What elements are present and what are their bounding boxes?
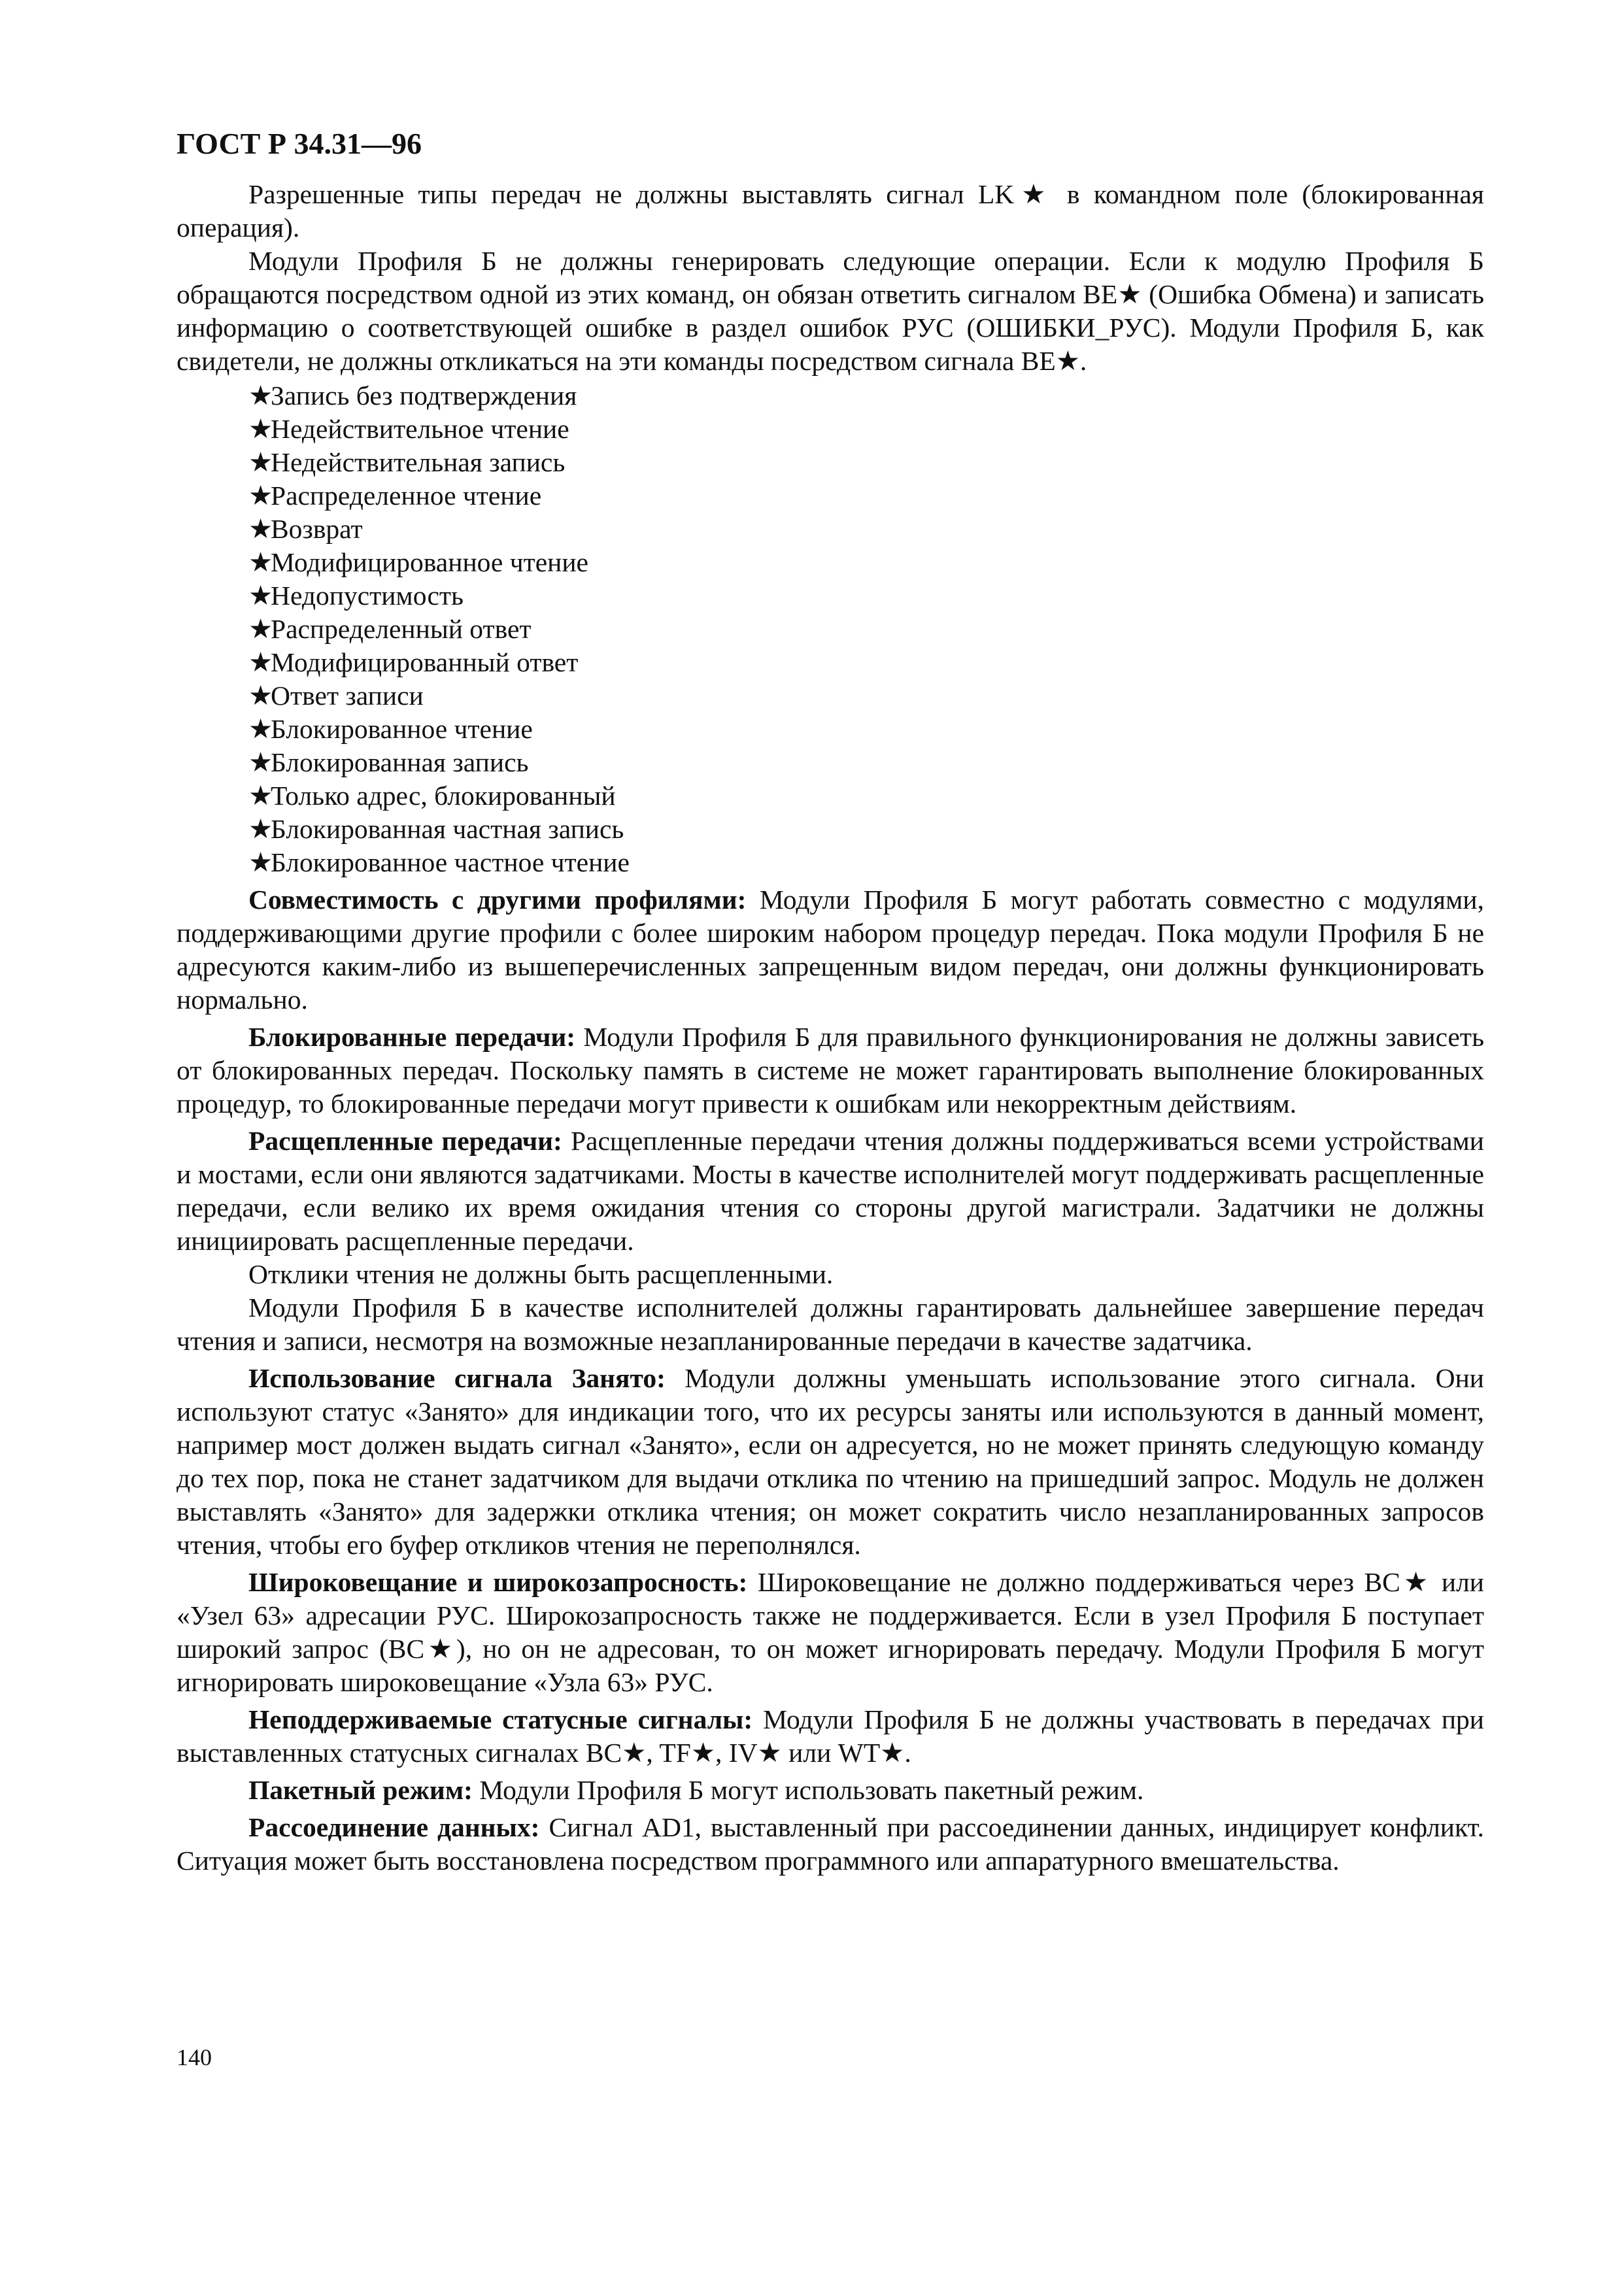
operation-label: Недопустимость [271, 581, 464, 611]
section-split-transfers [177, 1124, 1484, 1258]
section-compatibility [177, 883, 1484, 1017]
star-icon: ★ [248, 714, 273, 744]
operation-item [248, 579, 1484, 613]
operation-label: Модифицированный ответ [271, 647, 579, 677]
star-icon: ★ [248, 581, 273, 611]
operation-item [248, 546, 1484, 579]
operation-label: Возврат [271, 514, 363, 544]
standard-header: ГОСТ Р 34.31—96 [177, 127, 422, 160]
operation-item [248, 379, 1484, 413]
star-icon: ★ [248, 547, 273, 577]
star-icon: ★ [248, 414, 273, 444]
operation-label: Распределенный ответ [271, 614, 532, 644]
operation-label: Только адрес, блокированный [271, 781, 616, 811]
section-text: Сигнал AD1, выставленный при рассоединении данных, индицирует конфликт. Ситуация может быть восстановлена посредством программного или аппаратурного вмешательства. [177, 1812, 1485, 1876]
operation-label: Ответ записи [271, 681, 424, 711]
operation-item [248, 613, 1484, 646]
star-icon: ★ [248, 447, 273, 477]
section-text: Расщепленные передачи чтения должны поддерживаться всеми устройствами и мостами, если они являются задатчиками. Мосты в качестве исполнителей могут поддерживать расщепленные передачи, если велико их время ожидания чтения со стороны другой магистрали. Задатчики не должны инициировать расщепленные передачи. [177, 1126, 1485, 1256]
operation-label: Блокированное частное чтение [271, 847, 630, 877]
section-text: Модули Профиля Б могут использовать пакетный режим. [472, 1775, 1144, 1805]
paragraph-allowed-types: Разрешенные типы передач не должны выставлять сигнал LK★ в командном поле (блокированная операция). [177, 179, 1484, 243]
star-icon: ★ [248, 614, 273, 644]
section-locked-transfers [177, 1020, 1484, 1121]
star-icon: ★ [248, 514, 273, 544]
section-title: Совместимость с другими профилями: [248, 885, 747, 915]
star-icon: ★ [248, 747, 273, 777]
operation-item [248, 813, 1484, 846]
section-text: Модули Профиля Б могут работать совместно с модулями, поддерживающими другие профили с более широким набором процедур передач. Пока модули Профиля Б не адресуются каким-либо из вышеперечисленных запрещенным видом передач, они должны функционировать нормально. [177, 885, 1484, 1015]
section-data-disconnect [177, 1811, 1484, 1878]
page-number: 140 [177, 2044, 212, 2070]
section-title: Использование сигнала Занято: [248, 1363, 666, 1393]
operation-label: Блокированная частная запись [271, 814, 624, 844]
operation-label: Блокированная запись [271, 747, 529, 777]
operation-item [248, 446, 1484, 479]
operation-item [248, 513, 1484, 546]
section-title: Блокированные передачи: [248, 1022, 576, 1052]
operation-item [248, 846, 1484, 879]
operation-label: Модифицированное чтение [271, 547, 588, 577]
operation-label: Блокированное чтение [271, 714, 533, 744]
star-icon: ★ [248, 481, 273, 511]
section-text: Модули Профиля Б для правильного функционирования не должны зависеть от блокированных передач. Поскольку память в системе не может гарантировать выполнение блокированных процедур, то блокированные передачи могут привести к ошибкам или некорректным действиям. [177, 1022, 1484, 1119]
paragraph-split-note-2: Модули Профиля Б в качестве исполнителей должны гарантировать дальнейшее завершение передач чтения и записи, несмотря на возможные незапланированные передачи в качестве задатчика. [177, 1292, 1484, 1356]
star-icon: ★ [248, 847, 273, 877]
section-title: Широковещание и широкозапросность: [248, 1567, 748, 1597]
operation-label: Недействительная запись [271, 447, 566, 477]
section-text: Широковещание не должно поддерживаться через BC★ или «Узел 63» адресации РУС. Широкозапросность также не поддерживается. Если в узел Профиля Б поступает широкий запрос (BC★), но он не адресован, то он может игнорировать передачу. Модули Профиля Б могут игнорировать широковещание «Узла 63» РУС. [177, 1567, 1484, 1697]
operation-label: Распределенное чтение [271, 481, 542, 511]
operation-item [248, 746, 1484, 779]
star-icon: ★ [248, 647, 273, 677]
star-icon: ★ [248, 380, 273, 411]
paragraph-forbidden-operations: Модули Профиля Б не должны генерировать следующие операции. Если к модулю Профиля Б обращаются посредством одной из этих команд, он обязан ответить сигналом BE★ (Ошибка Обмена) и записать информацию о соответствующей ошибке в раздел ошибок РУС (ОШИБКИ_РУС). Модули Профиля Б, как свидетели, не должны откликаться на эти команды посредством сигнала BE★. [177, 246, 1484, 376]
section-text: Модули должны уменьшать использование этого сигнала. Они используют статус «Занято» для индикации того, что их ресурсы заняты или используются в данный момент, например мост должен выдать сигнал «Занято», если он адресуется, но не может принять следующую команду до тех пор, пока не станет задатчиком для выдачи отклика по чтению на пришедший запрос. Модуль не должен выставлять «Занято» для задержки отклика чтения; он может сократить число незапланированных запросов чтения, чтобы его буфер откликов чтения не переполнялся. [177, 1363, 1484, 1560]
operation-item [248, 679, 1484, 713]
section-title: Рассоединение данных: [248, 1812, 540, 1842]
operation-item [248, 646, 1484, 679]
section-busy-signal [177, 1362, 1484, 1562]
operation-label: Запись без подтверждения [271, 380, 577, 411]
document-page [177, 124, 1484, 2249]
section-packet-mode [177, 1774, 1484, 1807]
operation-item [248, 413, 1484, 446]
star-icon: ★ [248, 681, 273, 711]
operation-item [248, 479, 1484, 513]
forbidden-operations-list [177, 379, 1484, 879]
operation-item [248, 779, 1484, 813]
star-icon: ★ [248, 814, 273, 844]
section-broadcast [177, 1566, 1484, 1699]
operation-item [248, 713, 1484, 746]
section-title: Расщепленные передачи: [248, 1126, 562, 1156]
section-title: Неподдерживаемые статусные сигналы: [248, 1704, 753, 1734]
section-title: Пакетный режим: [248, 1775, 473, 1805]
star-icon: ★ [248, 781, 273, 811]
section-status-signals [177, 1703, 1484, 1770]
paragraph-split-note-1: Отклики чтения не должны быть расщепленными. [248, 1259, 834, 1289]
section-text: Модули Профиля Б не должны участвовать в передачах при выставленных статусных сигналах BC★, TF★, IV★ или WT★. [177, 1704, 1485, 1768]
operation-label: Недействительное чтение [271, 414, 569, 444]
